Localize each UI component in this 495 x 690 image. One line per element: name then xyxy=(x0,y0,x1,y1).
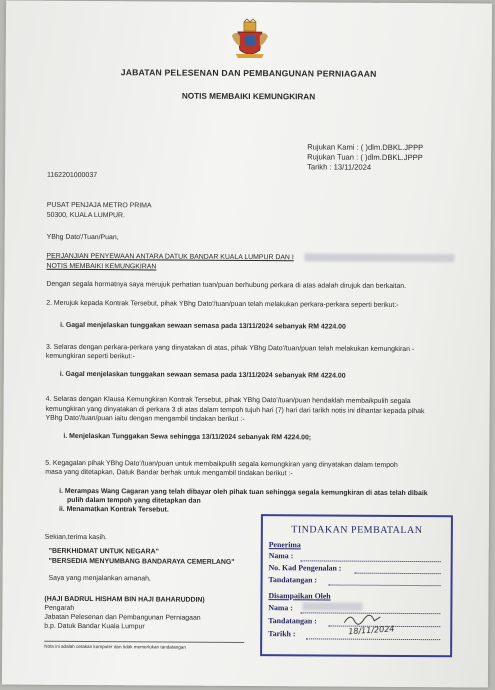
department-title: JABATAN PELESENAN DAN PEMBANGUNAN PERNIAGAAN xyxy=(120,67,377,79)
nama-field-1[interactable] xyxy=(301,560,441,562)
intro-paragraph: Dengan segala hormatnya saya merujuk perhatian tuan/puan berhubung perkara di atas adalah dirujuk dan berkaitan. xyxy=(46,280,407,290)
paragraph-4-line-3: YBhg Dato'/tuan/puan iaitu dengan mengambil tindakan berikut :- xyxy=(45,414,245,423)
closing-amanah: Saya yang menjalankan amanah, xyxy=(48,574,151,583)
paragraph-2: 2. Merujuk kepada Kontrak Tersebut, pihak YBhg Dato'/tuan/puan telah melakukan perkara-perkara seperti berikut:- xyxy=(46,299,399,309)
subject-line-1: PERJANJIAN PENYEWAAN ANTARA DATUK BANDAR KUALA LUMPUR DAN I xyxy=(46,252,294,262)
handwritten-date: 18/11/2024 xyxy=(348,624,395,637)
closing-thanks: Sekian,terima kasih. xyxy=(44,533,107,542)
paragraph-5-line-1: 5. Kegagalan pihak YBhg Dato'/tuan/puan untuk membaikpulih segala kemungkiran yang dinyatakan dalam tempoh xyxy=(45,459,398,469)
notice-title: NOTIS MEMBAIKI KEMUNGKIRAN xyxy=(181,91,316,102)
subject-line-2: NOTIS MEMBAIKI KEMUNGKIRAN xyxy=(46,262,157,271)
signatory-department: Jabatan Pelesenan dan Pembangunan Perniagaan xyxy=(44,613,201,622)
recipient-name: PUSAT PENJAJA METRO PRIMA xyxy=(46,201,152,210)
dbkl-crest-logo xyxy=(230,18,270,60)
tandatangan-label-1: Tandatangan : xyxy=(268,575,318,585)
motto-2: "BERSEDIA MENYUMBANG BANDARAYA CEMERLANG" xyxy=(48,557,235,566)
footnote-divider xyxy=(44,641,244,643)
signatory-bp: b.p. Datuk Bandar Kuala Lumpur xyxy=(44,622,145,631)
paragraph-5-item-2: ii. Menamatkan Kontrak Tersebut. xyxy=(58,505,169,514)
redacted-area xyxy=(305,253,455,262)
ref-date: Tarikh : 13/11/2024 xyxy=(307,162,372,172)
tandatangan-label-2: Tandatangan : xyxy=(268,616,317,626)
paragraph-4-item: i. Menjelaskan Tunggakan Sewa sehingga 13/11/2024 sebanyak RM 4224.00; xyxy=(63,432,312,442)
box-title: TINDAKAN PEMBATALAN xyxy=(291,524,423,537)
paragraph-5-item-1-line-2: pulih dalam tempoh yang ditetapkan dan xyxy=(67,496,201,505)
signatory-position: Pengarah xyxy=(44,604,75,612)
ref-tuan: Rujukan Tuan : ( )dlm.DBKL.JPPP xyxy=(307,152,423,163)
paragraph-3-line-1: 3. Selaras dengan perkara-perkara yang dinyatakan di atas, pihak YBhg Dato'/tuan/puan telah melakukan kemungkiran - xyxy=(45,343,415,354)
disampaikan-label: Disampaikan Oleh xyxy=(268,591,331,601)
document-page xyxy=(2,1,492,688)
nama-label-1: Nama : xyxy=(268,551,294,561)
paragraph-5-line-2: masa yang ditetapkan, Datuk Bandar berhak untuk mengambil tindakan berikut :- xyxy=(45,468,293,478)
ic-label: No. Kad Pengenalan : xyxy=(268,563,342,573)
paragraph-4-line-2: kemungkiran yang dinyatakan di perkara 3 di atas dalam tempoh tujuh hari (7) hari dari tarikh notis ini dihantar kepada pihak xyxy=(45,405,425,416)
motto-1: "BERKHIDMAT UNTUK NEGARA" xyxy=(48,547,159,556)
ref-kami: Rujukan Kami : ( )dlm.DBKL.JPPP xyxy=(307,142,424,153)
paragraph-3-item: i. Gagal menjelaskan tunggakan sewaan semasa pada 13/11/2024 sebanyak RM 4224.00 xyxy=(59,370,346,380)
penerima-label: Penerima xyxy=(268,540,301,550)
paragraph-5-item-1-line-1: i. Merampas Wang Cagaran yang telah dibayar oleh pihak tuan sehingga segala kemungkiran di atas telah dibaik xyxy=(59,487,428,498)
tandatangan-field-1[interactable] xyxy=(329,585,441,587)
paragraph-3-line-2: kemungkiran seperti berikut:- xyxy=(45,352,135,361)
paragraph-4-line-1: 4. Selaras dengan Klausa Kemungkiran Kontrak Tersebut, pihak YBhg Dato'/tuan/puan hendaklah membaikpulih segala xyxy=(45,395,411,406)
tarikh-field[interactable] xyxy=(306,638,440,640)
salutation: YBhg Dato'/Tuan/Puan, xyxy=(46,233,119,242)
footnote: Nota ini adalah cetakan komputer dan tidak memerlukan tandatangan xyxy=(44,643,186,650)
recipient-city: 50300, KUALA LUMPUR. xyxy=(46,211,125,220)
recipient-number: 1162201000037 xyxy=(47,171,98,180)
signatory-name: (HAJI BADRUL HISHAM BIN HAJI BAHARUDDIN) xyxy=(44,595,205,604)
nama-label-2: Nama : xyxy=(268,603,293,613)
paragraph-2-item: i. Gagal menjelaskan tunggakan sewaan semasa pada 13/11/2024 sebanyak RM 4224.00 xyxy=(60,321,346,331)
ic-field[interactable] xyxy=(355,573,441,575)
tindakan-pembatalan-box xyxy=(260,514,453,657)
tarikh-label: Tarikh : xyxy=(268,629,296,639)
